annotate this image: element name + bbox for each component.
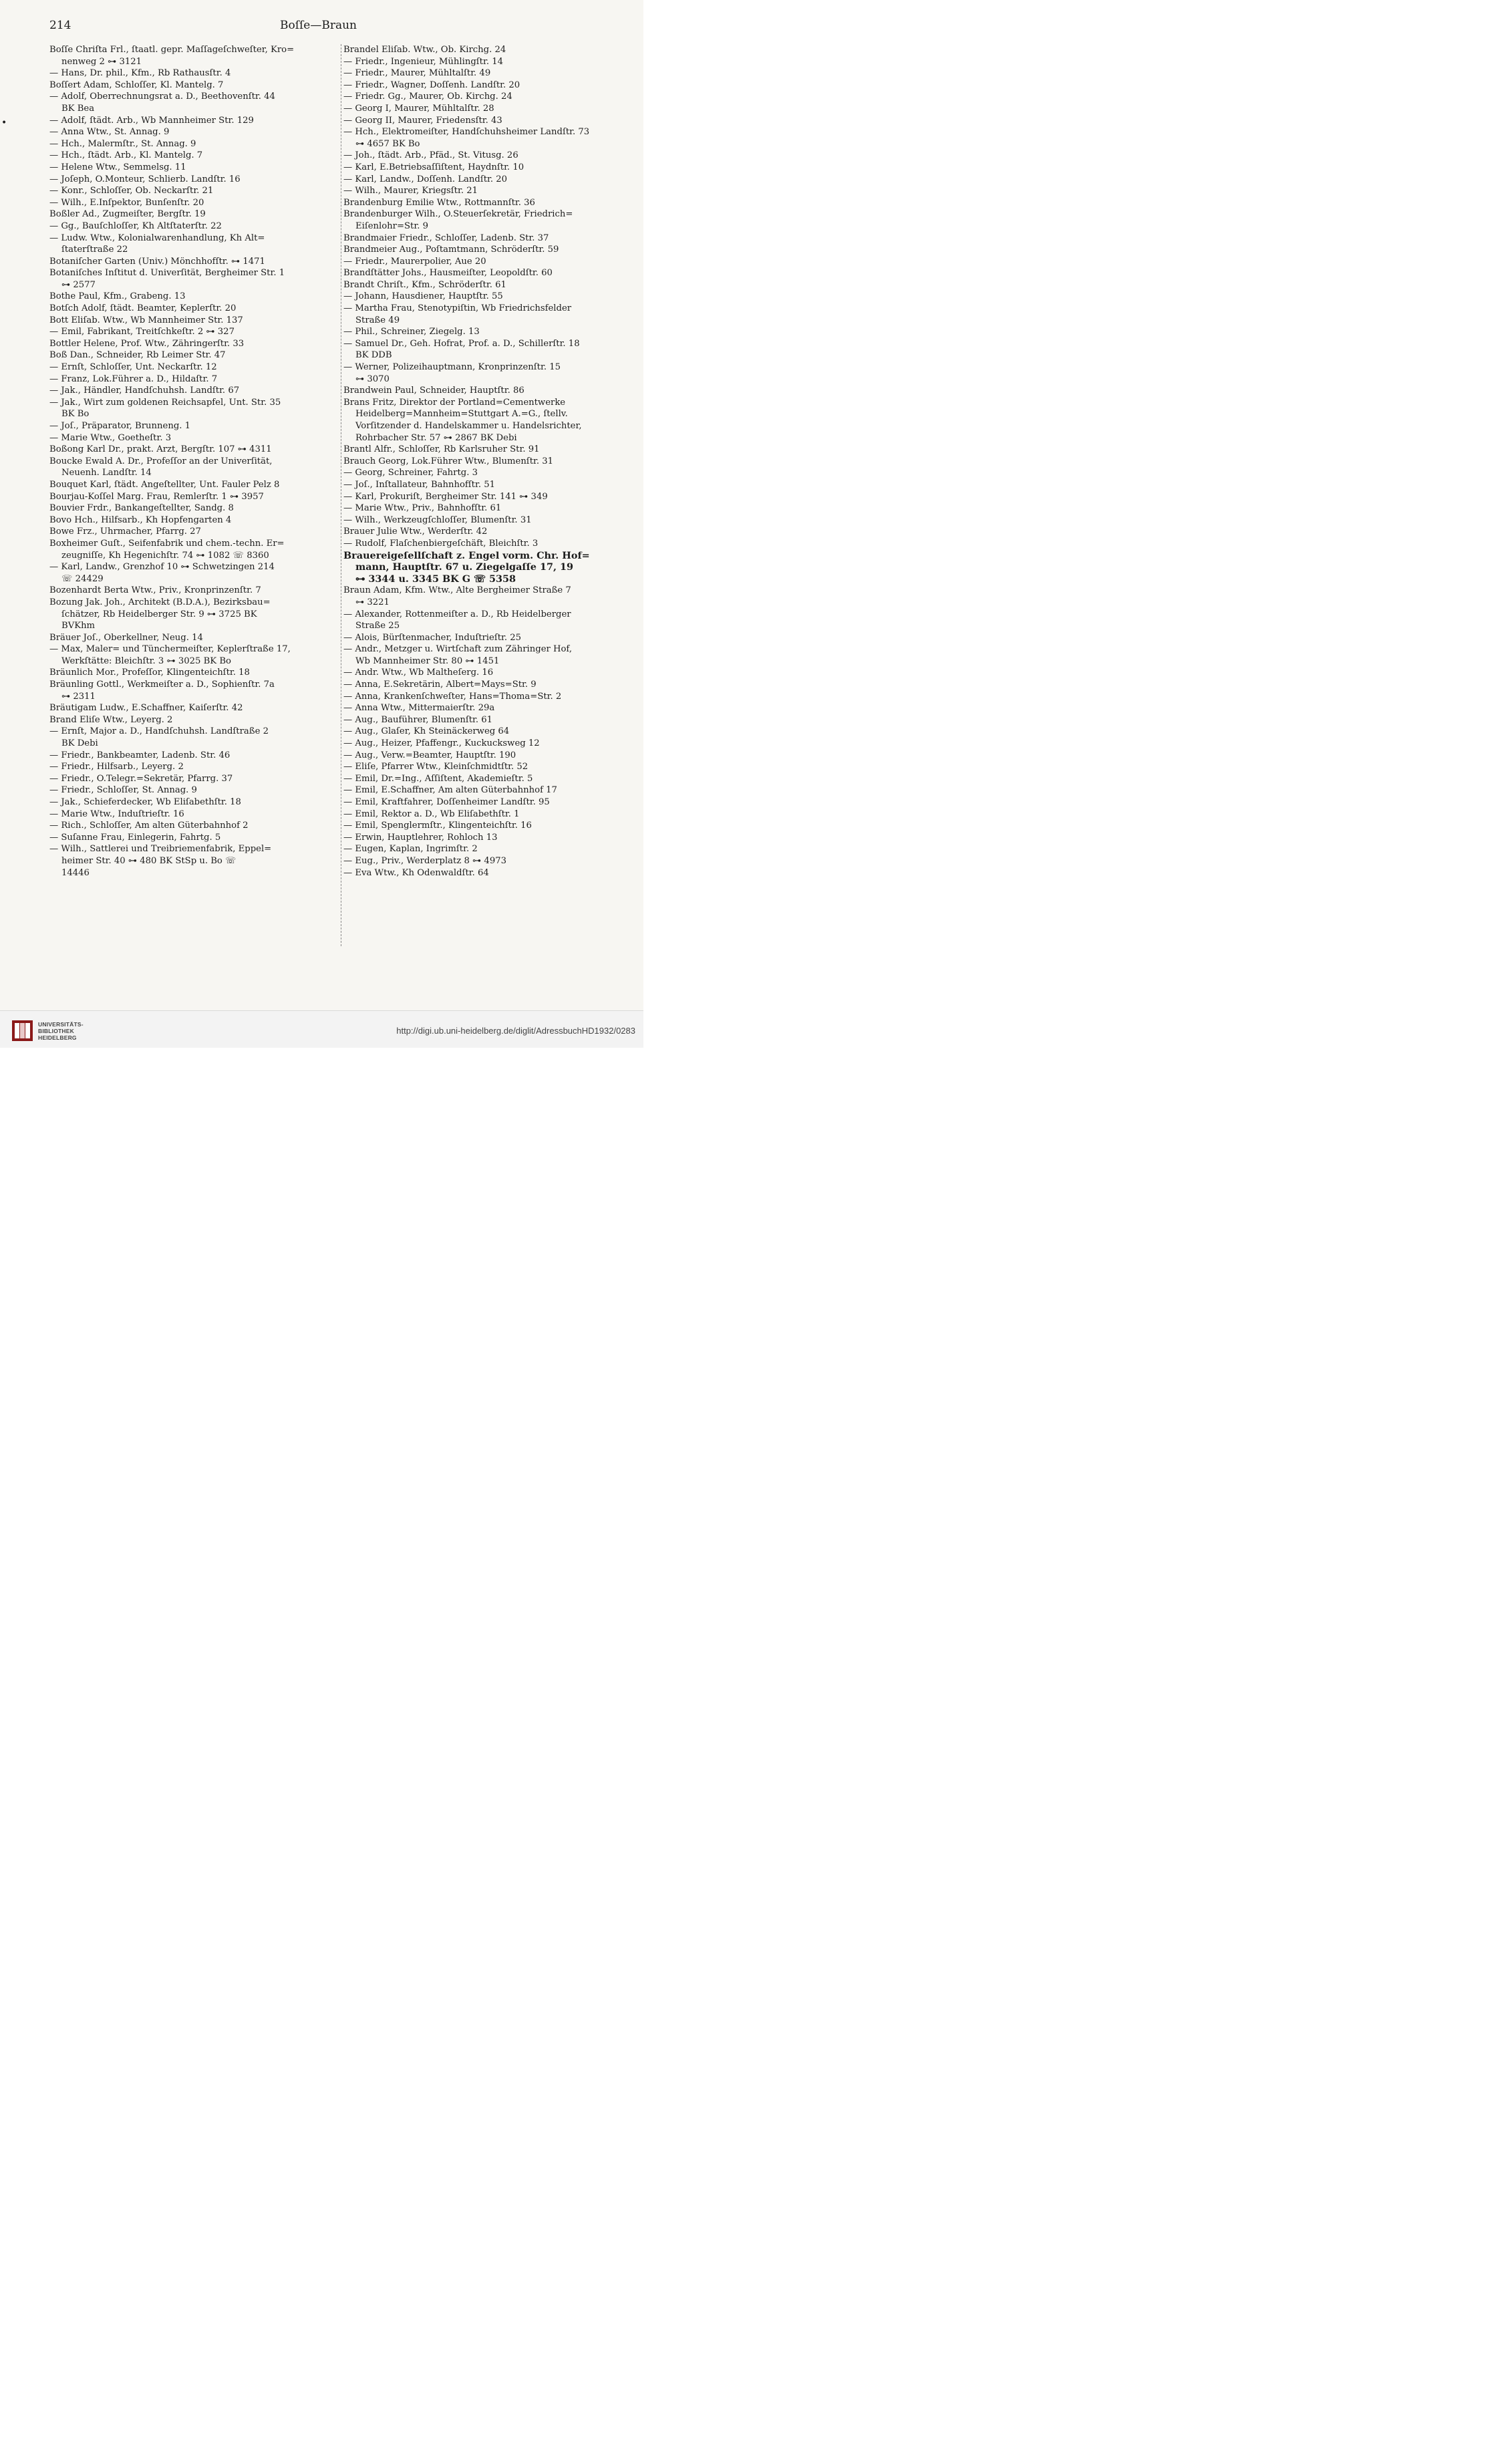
directory-entry: — Rudolf, Flaſchenbiergeſchäft, Bleichſtr. 3 xyxy=(343,538,539,549)
entry-continuation: ſchätzer, Rb Heidelberger Str. 9 ⊶ 3725 BK xyxy=(61,609,257,619)
directory-entry: — Phil., Schreiner, Ziegelg. 13 xyxy=(343,327,480,337)
directory-entry: — Suſanne Frau, Einlegerin, Fahrtg. 5 xyxy=(49,832,221,843)
directory-entry: Botaniſches Inſtitut d. Univerſität, Bergheimer Str. 1 xyxy=(49,268,285,279)
directory-entry: — Friedr., Ingenieur, Mühlingſtr. 14 xyxy=(343,56,503,67)
directory-entry: Brauch Georg, Lok.Führer Wtw., Blumenſtr. 31 xyxy=(343,456,554,466)
directory-entry: — Andr., Metzger u. Wirtſchaft zum Zähringer Hof, xyxy=(343,644,573,655)
directory-entry: Boß Dan., Schneider, Rb Leimer Str. 47 xyxy=(49,350,226,361)
directory-entry: — Anna Wtw., St. Annag. 9 xyxy=(49,127,170,138)
directory-entry: — Friedr., Maurer, Mühltalſtr. 49 xyxy=(343,68,491,79)
directory-entry: Bowe Frz., Uhrmacher, Pfarrg. 27 xyxy=(49,527,201,537)
directory-entry: — Joſ., Inſtallateur, Bahnhofſtr. 51 xyxy=(343,479,495,490)
margin-mark: • xyxy=(1,118,7,128)
entry-continuation: Straße 49 xyxy=(355,315,400,325)
directory-entry: Boſſert Adam, Schloſſer, Kl. Mantelg. 7 xyxy=(49,80,224,90)
directory-entry: — Joſeph, O.Monteur, Schlierb. Landſtr. 16 xyxy=(49,174,241,184)
directory-entry: — Karl, E.Betriebsaſſiſtent, Haydnſtr. 10 xyxy=(343,162,524,172)
directory-entry: — Johann, Hausdiener, Hauptſtr. 55 xyxy=(343,291,503,302)
directory-entry: Brauereigeſellſchaft z. Engel vorm. Chr. Hof= xyxy=(343,549,590,561)
directory-entry: Boſſe Chriſta Frl., ſtaatl. gepr. Maſſageſchweſter, Kro= xyxy=(49,45,295,55)
directory-entry: — Franz, Lok.Führer a. D., Hildaſtr. 7 xyxy=(49,374,218,384)
directory-entry: — Adolf, ſtädt. Arb., Wb Mannheimer Str. 129 xyxy=(49,115,254,126)
directory-entry: Boucke Ewald A. Dr., Profeſſor an der Univerſität, xyxy=(49,456,273,466)
directory-entry: — Marie Wtw., Priv., Bahnhofſtr. 61 xyxy=(343,503,502,514)
directory-entry: — Adolf, Oberrechnungsrat a. D., Beethovenſtr. 44 xyxy=(49,92,275,102)
directory-entry: — Anna, E.Sekretärin, Albert=Mays=Str. 9 xyxy=(343,680,537,690)
directory-entry: — Joſ., Präparator, Brunneng. 1 xyxy=(49,421,191,431)
entry-continuation: Vorſitzender d. Handelskammer u. Handelsrichter, xyxy=(355,421,582,431)
library-name-line: BIBLIOTHEK xyxy=(38,1028,74,1034)
entry-continuation: BK Bo xyxy=(61,409,90,420)
directory-entry: Bovo Hch., Hilfsarb., Kh Hopfengarten 4 xyxy=(49,515,232,525)
directory-entry: Boßler Ad., Zugmeiſter, Bergſtr. 19 xyxy=(49,209,206,220)
library-name-line: UNIVERSITÄTS- xyxy=(38,1021,84,1028)
directory-entry: Boxheimer Guſt., Seifenfabrik und chem.-techn. Er= xyxy=(49,538,285,549)
entry-continuation: Heidelberg=Mannheim=Stuttgart A.=G., ſtellv. xyxy=(355,409,568,420)
directory-entry: — Helene Wtw., Semmelsg. 11 xyxy=(49,162,186,172)
directory-entry: — Eliſe, Pfarrer Wtw., Kleinſchmidtſtr. 52 xyxy=(343,762,528,772)
directory-entry: — Wilh., Maurer, Kriegsſtr. 21 xyxy=(343,186,478,196)
page-number: 214 xyxy=(49,19,71,32)
directory-entry: — Wilh., E.Inſpektor, Bunſenſtr. 20 xyxy=(49,197,204,208)
directory-entry: — Marie Wtw., Goetheſtr. 3 xyxy=(49,432,172,443)
directory-entry: Bozung Jak. Joh., Architekt (B.D.A.), Bezirksbau= xyxy=(49,597,271,607)
directory-entry: — Alois, Bürſtenmacher, Induſtrieſtr. 25 xyxy=(343,632,522,643)
directory-entry: Bottler Helene, Prof. Wtw., Zähringerſtr. 33 xyxy=(49,338,245,349)
directory-entry: — Aug., Glaſer, Kh Steinäckerweg 64 xyxy=(343,726,510,737)
directory-entry: — Friedr., Schloſſer, St. Annag. 9 xyxy=(49,785,197,796)
directory-entry: Bouvier Frdr., Bankangeſtellter, Sandg. 8 xyxy=(49,503,234,514)
directory-entry: Brandt Chriſt., Kfm., Schröderſtr. 61 xyxy=(343,279,506,290)
right-column xyxy=(343,44,595,879)
directory-entry: — Aug., Verw.=Beamter, Hauptſtr. 190 xyxy=(343,750,516,760)
directory-entry: Bräutigam Ludw., E.Schaffner, Kaiſerſtr. 42 xyxy=(49,703,243,714)
source-url-link[interactable]: http://digi.ub.uni-heidelberg.de/diglit/AdressbuchHD1932/0283 xyxy=(396,1026,635,1036)
page xyxy=(0,0,643,1048)
directory-entry: Bott Eliſab. Wtw., Wb Mannheimer Str. 137 xyxy=(49,315,243,325)
directory-entry: Bouquet Karl, ſtädt. Angeſtellter, Unt. Fauler Pelz 8 xyxy=(49,479,280,490)
directory-entry: — Eug., Priv., Werderplatz 8 ⊶ 4973 xyxy=(343,855,506,866)
directory-entry: — Emil, Kraftfahrer, Doſſenheimer Landſtr. 95 xyxy=(343,797,550,807)
directory-entry: Bourjau-Koſſel Marg. Frau, Remlerſtr. 1 ⊶ 3957 xyxy=(49,491,264,502)
page-title: Boſſe—Braun xyxy=(279,19,357,32)
directory-entry: — Martha Frau, Stenotypiſtin, Wb Friedrichsfelder xyxy=(343,303,572,314)
directory-entry: Botſch Adolf, ſtädt. Beamter, Keplerſtr. 20 xyxy=(49,303,237,314)
directory-entry: — Konr., Schloſſer, Ob. Neckarſtr. 21 xyxy=(49,186,214,196)
entry-continuation: Eiſenlohr=Str. 9 xyxy=(355,221,428,231)
directory-entry: — Karl, Prokuriſt, Bergheimer Str. 141 ⊶ 349 xyxy=(343,491,548,502)
entry-continuation: ſtaterſtraße 22 xyxy=(61,245,128,255)
library-logo-icon xyxy=(12,1020,33,1041)
entry-continuation: Neuenh. Landſtr. 14 xyxy=(61,468,152,478)
directory-entry: Botaniſcher Garten (Univ.) Mönchhofſtr. ⊶ 1471 xyxy=(49,256,265,267)
directory-entry: Bräunlich Mor., Profeſſor, Klingenteichſtr. 18 xyxy=(49,668,250,678)
directory-entry: — Emil, Fabrikant, Treitſchkeſtr. 2 ⊶ 327 xyxy=(49,327,235,337)
directory-entry: — Karl, Landw., Grenzhof 10 ⊶ Schwetzingen 214 xyxy=(49,562,275,573)
directory-entry: — Friedr., Maurerpolier, Aue 20 xyxy=(343,256,486,267)
directory-entry: — Emil, E.Schaffner, Am alten Güterbahnhof 17 xyxy=(343,785,557,796)
directory-entry: — Aug., Bauführer, Blumenſtr. 61 xyxy=(343,714,493,725)
directory-entry: Brandenburger Wilh., O.Steuerſekretär, Friedrich= xyxy=(343,209,573,220)
directory-entry: — Emil, Spenglermſtr., Klingenteichſtr. 16 xyxy=(343,821,532,831)
directory-entry: Brandenburg Emilie Wtw., Rottmannſtr. 36 xyxy=(343,197,535,208)
directory-entry: Brandmeier Aug., Poſtamtmann, Schröderſtr. 59 xyxy=(343,245,559,255)
directory-entry: Brans Fritz, Direktor der Portland=Cementwerke xyxy=(343,397,566,408)
directory-entry: Braun Adam, Kfm. Wtw., Alte Bergheimer Straße 7 xyxy=(343,585,571,596)
entry-continuation: 14446 xyxy=(61,867,90,878)
directory-entry: — Emil, Rektor a. D., Wb Eliſabethſtr. 1 xyxy=(343,809,520,819)
directory-entry: — Aug., Heizer, Pfaffengr., Kuckucksweg 12 xyxy=(343,738,540,749)
directory-entry: — Ernſt, Schloſſer, Unt. Neckarſtr. 12 xyxy=(49,362,217,373)
library-name-line: HEIDELBERG xyxy=(38,1034,77,1041)
directory-entry: — Emil, Dr.=Ing., Aſſiſtent, Akademieſtr. 5 xyxy=(343,773,533,784)
directory-entry: Boßong Karl Dr., prakt. Arzt, Bergſtr. 107 ⊶ 4311 xyxy=(49,444,272,455)
entry-continuation: ⊶ 2577 xyxy=(61,279,96,290)
directory-entry: — Werner, Polizeihauptmann, Kronprinzenſtr. 15 xyxy=(343,362,561,373)
directory-entry: Brandel Eliſab. Wtw., Ob. Kirchg. 24 xyxy=(343,45,506,55)
entry-continuation: BK Bea xyxy=(61,103,95,114)
directory-entry: — Friedr., O.Telegr.=Sekretär, Pfarrg. 37 xyxy=(49,773,233,784)
directory-entry: — Friedr., Wagner, Doſſenh. Landſtr. 20 xyxy=(343,80,520,90)
directory-entry: — Friedr., Bankbeamter, Ladenb. Str. 46 xyxy=(49,750,231,760)
directory-entry: Bothe Paul, Kfm., Grabeng. 13 xyxy=(49,291,186,302)
directory-entry: — Hans, Dr. phil., Kfm., Rb Rathausſtr. 4 xyxy=(49,68,231,79)
directory-entry: Brand Eliſe Wtw., Leyerg. 2 xyxy=(49,714,173,725)
directory-entry: — Ernſt, Major a. D., Handſchuhsh. Landſtraße 2 xyxy=(49,726,269,737)
directory-entry: — Jak., Wirt zum goldenen Reichsapfel, Unt. Str. 35 xyxy=(49,397,281,408)
directory-entry: — Georg II, Maurer, Friedensſtr. 43 xyxy=(343,115,502,126)
directory-entry: — Georg, Schreiner, Fahrtg. 3 xyxy=(343,468,478,478)
entry-continuation: ⊶ 2311 xyxy=(61,691,96,702)
directory-entry: — Friedr. Gg., Maurer, Ob. Kirchg. 24 xyxy=(343,92,512,102)
directory-entry: Bozenhardt Berta Wtw., Priv., Kronprinzenſtr. 7 xyxy=(49,585,261,596)
directory-entry: — Wilh., Werkzeugſchloſſer, Blumenſtr. 31 xyxy=(343,515,532,525)
directory-entry: — Alexander, Rottenmeiſter a. D., Rb Heidelberger xyxy=(343,609,571,619)
directory-entry: — Hch., ſtädt. Arb., Kl. Mantelg. 7 xyxy=(49,150,203,161)
directory-entry: — Max, Maler= und Tünchermeiſter, Keplerſtraße 17, xyxy=(49,644,291,655)
directory-entry: Brandwein Paul, Schneider, Hauptſtr. 86 xyxy=(343,386,524,396)
directory-entry: Bräunling Gottl., Werkmeiſter a. D., Sophienſtr. 7a xyxy=(49,680,275,690)
library-name xyxy=(38,1021,84,1041)
entry-continuation: nenweg 2 ⊶ 3121 xyxy=(61,56,142,67)
left-column xyxy=(49,44,338,879)
entry-continuation: ⊶ 4657 BK Bo xyxy=(355,138,420,149)
entry-continuation: ☏ 24429 xyxy=(61,573,104,584)
entry-continuation: Werkſtätte: Bleichſtr. 3 ⊶ 3025 BK Bo xyxy=(61,656,231,666)
directory-entry: Brauer Julie Wtw., Werderſtr. 42 xyxy=(343,527,488,537)
directory-entry: Brandſtätter Johs., Hausmeiſter, Leopoldſtr. 60 xyxy=(343,268,553,279)
directory-entry: — Karl, Landw., Doſſenh. Landſtr. 20 xyxy=(343,174,508,184)
directory-entry: Brandmaier Friedr., Schloſſer, Ladenb. Str. 37 xyxy=(343,233,549,243)
directory-entry: Brantl Alfr., Schloſſer, Rb Karlsruher Str. 91 xyxy=(343,444,540,455)
directory-entry: Bräuer Joſ., Oberkellner, Neug. 14 xyxy=(49,632,203,643)
directory-entry: — Eugen, Kaplan, Ingrimſtr. 2 xyxy=(343,844,478,855)
directory-entry: — Andr. Wtw., Wb Maltheſerg. 16 xyxy=(343,668,494,678)
directory-entry: — Joh., ſtädt. Arb., Pfäd., St. Vitusg. 26 xyxy=(343,150,518,161)
entry-continuation: mann, Hauptſtr. 67 u. Ziegelgaſſe 17, 19 xyxy=(355,561,574,573)
page-header xyxy=(49,19,587,35)
entry-continuation: Wb Mannheimer Str. 80 ⊶ 1451 xyxy=(355,656,500,666)
entry-continuation: ⊶ 3344 u. 3345 BK G ☏ 5358 xyxy=(355,573,516,585)
directory-entry: — Jak., Schieferdecker, Wb Eliſabethſtr. 18 xyxy=(49,797,241,807)
entry-continuation: Rohrbacher Str. 57 ⊶ 2867 BK Debi xyxy=(355,432,517,443)
directory-entry: — Erwin, Hauptlehrer, Rohloch 13 xyxy=(343,832,498,843)
entry-continuation: BVKhm xyxy=(61,621,96,631)
directory-entry: — Ludw. Wtw., Kolonialwarenhandlung, Kh Alt= xyxy=(49,233,265,243)
entry-continuation: zeugniſſe, Kh Hegenichſtr. 74 ⊶ 1082 ☏ 8360 xyxy=(61,550,269,561)
footer-bar xyxy=(0,1010,643,1048)
entry-continuation: ⊶ 3221 xyxy=(355,597,390,607)
directory-entry: — Gg., Bauſchloſſer, Kh Altſtaterſtr. 22 xyxy=(49,221,222,231)
entry-continuation: ⊶ 3070 xyxy=(355,374,390,384)
directory-entry: — Wilh., Sattlerei und Treibriemenfabrik, Eppel= xyxy=(49,844,272,855)
directory-entry: — Eva Wtw., Kh Odenwaldſtr. 64 xyxy=(343,867,489,878)
directory-entry: — Anna Wtw., Mittermaierſtr. 29a xyxy=(343,703,495,714)
directory-entry: — Georg I, Maurer, Mühltalſtr. 28 xyxy=(343,103,494,114)
directory-entry: — Anna, Krankenſchweſter, Hans=Thoma=Str. 2 xyxy=(343,691,562,702)
entry-continuation: heimer Str. 40 ⊶ 480 BK StSp u. Bo ☏ xyxy=(61,855,237,866)
directory-entry: — Hch., Malermſtr., St. Annag. 9 xyxy=(49,138,196,149)
entry-continuation: Straße 25 xyxy=(355,621,400,631)
entry-continuation: BK Debi xyxy=(61,738,98,749)
directory-entry: — Jak., Händler, Handſchuhsh. Landſtr. 67 xyxy=(49,386,240,396)
directory-entry: — Rich., Schloſſer, Am alten Güterbahnhof 2 xyxy=(49,821,249,831)
directory-entry: — Friedr., Hilfsarb., Leyerg. 2 xyxy=(49,762,184,772)
directory-entry: — Marie Wtw., Induſtrieſtr. 16 xyxy=(49,809,184,819)
entry-continuation: BK DDB xyxy=(355,350,392,361)
directory-entry: — Samuel Dr., Geh. Hofrat, Prof. a. D., Schillerſtr. 18 xyxy=(343,338,580,349)
directory-entry: — Hch., Elektromeiſter, Handſchuhsheimer Landſtr. 73 xyxy=(343,127,590,138)
